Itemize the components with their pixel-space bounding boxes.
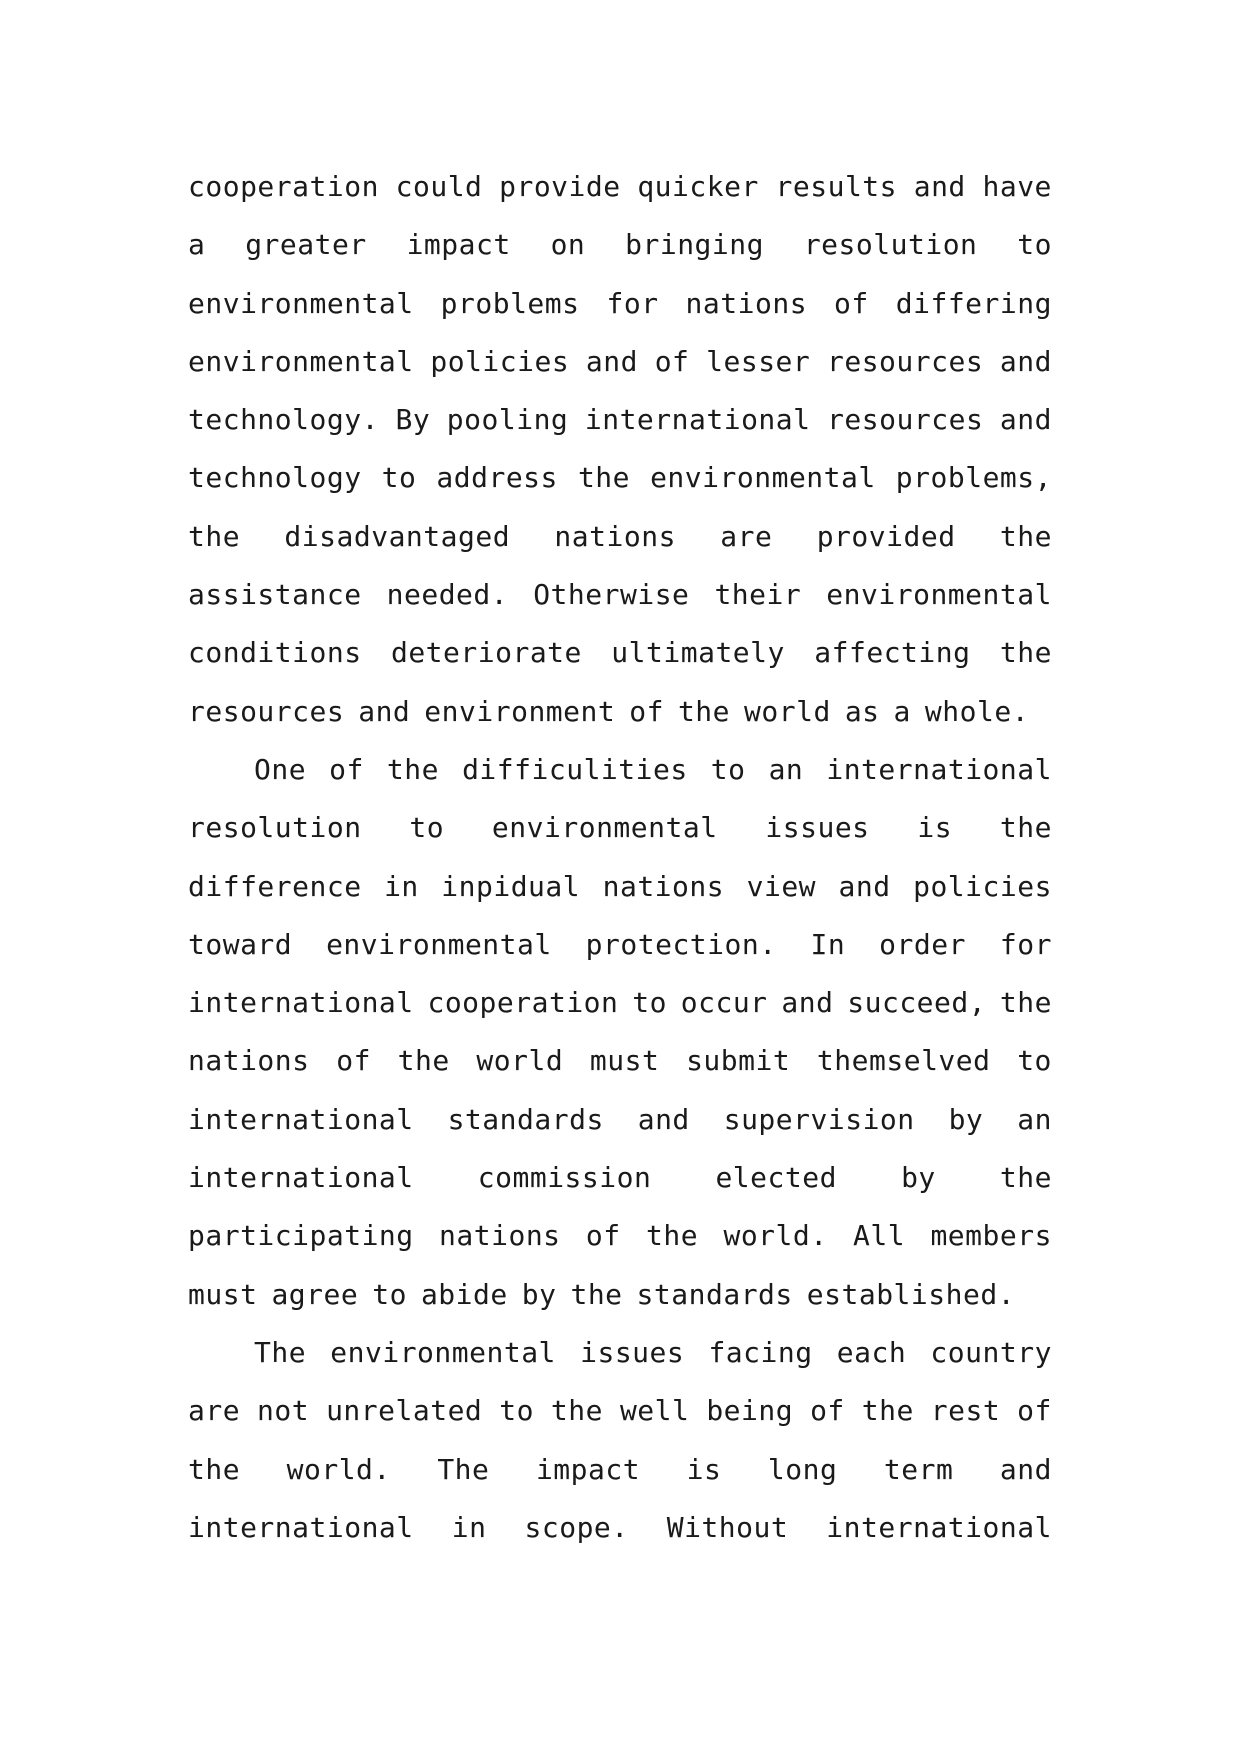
text-line <box>188 1499 1052 1557</box>
word: environment <box>424 694 616 728</box>
word: environmental <box>650 461 876 495</box>
word: and <box>637 1102 690 1136</box>
word: resolution <box>803 228 978 262</box>
word: The <box>437 1452 490 1486</box>
word: commission <box>477 1161 652 1195</box>
word: international <box>188 986 414 1020</box>
word: standards <box>636 1277 793 1311</box>
text-line <box>188 799 1052 857</box>
word: provided <box>816 519 956 553</box>
word: results <box>775 170 898 203</box>
word: a <box>188 228 206 262</box>
word: themselved <box>816 1044 991 1078</box>
text-line <box>188 508 1052 566</box>
word: protection. <box>585 927 777 961</box>
word: the <box>570 1277 623 1311</box>
word: ultimately <box>611 636 785 670</box>
word: by <box>901 1161 936 1195</box>
word: to <box>632 986 667 1020</box>
word: needed. <box>386 578 509 612</box>
word: international <box>826 752 1052 786</box>
word: quicker <box>637 170 759 203</box>
word: In <box>810 927 846 961</box>
word: environmental <box>330 1335 556 1369</box>
word: resources <box>188 694 345 728</box>
word: technology <box>188 461 362 495</box>
word: resources <box>826 344 984 378</box>
word: standards <box>447 1102 604 1136</box>
word: rest <box>930 1394 1001 1428</box>
word: and <box>358 694 411 728</box>
word: and <box>999 1452 1052 1486</box>
word: to <box>1017 228 1052 262</box>
word: world <box>476 1044 564 1078</box>
word: By <box>395 403 431 437</box>
word: of <box>585 1219 621 1253</box>
text-line <box>188 1266 1052 1324</box>
word: succeed, <box>847 986 987 1020</box>
text-line <box>188 741 1052 799</box>
word: of <box>629 694 664 728</box>
word: affecting <box>814 636 971 670</box>
word: impact <box>406 228 511 262</box>
word: the <box>577 461 631 495</box>
word: is <box>917 811 953 845</box>
word: resolution <box>188 811 362 845</box>
word: conditions <box>188 636 362 670</box>
text-line <box>188 275 1052 333</box>
word: nations <box>554 519 676 553</box>
word: toward <box>188 927 293 961</box>
word: All <box>853 1219 906 1253</box>
word: the <box>677 694 731 728</box>
word: in <box>451 1510 487 1544</box>
word: unrelated <box>326 1394 483 1428</box>
word: deteriorate <box>390 636 582 670</box>
text-line <box>188 974 1052 1032</box>
word: their <box>714 578 802 612</box>
word: of <box>654 344 690 378</box>
word: and <box>999 344 1052 378</box>
word: to <box>710 752 746 786</box>
word: the <box>999 1161 1052 1195</box>
word: The <box>254 1335 307 1369</box>
word: to <box>499 1394 534 1428</box>
word: established. <box>806 1277 1016 1311</box>
word: is <box>686 1452 722 1486</box>
word: are <box>188 1394 241 1428</box>
word: world. <box>286 1452 391 1486</box>
text-line <box>188 1091 1052 1149</box>
word: being <box>706 1394 794 1428</box>
word: country <box>930 1335 1052 1369</box>
word: problems, <box>895 461 1052 495</box>
text-line <box>188 1207 1052 1265</box>
word: to <box>372 1277 407 1311</box>
word: participating <box>188 1219 414 1253</box>
word: to <box>409 811 445 845</box>
word: in <box>384 869 419 903</box>
body-text <box>188 158 1052 1557</box>
text-line <box>188 216 1052 274</box>
word: abide <box>420 1277 508 1311</box>
word: must <box>188 1277 258 1311</box>
word: of <box>810 1394 845 1428</box>
text-line <box>188 566 1052 624</box>
word: an <box>768 752 804 786</box>
word: agree <box>271 1277 359 1311</box>
word: are <box>720 519 773 553</box>
word: each <box>836 1335 907 1369</box>
word: supervision <box>723 1102 915 1136</box>
word: differing <box>895 286 1052 320</box>
word: impact <box>535 1452 641 1486</box>
word: world. <box>723 1219 828 1253</box>
word: international <box>188 1510 414 1544</box>
text-line <box>188 916 1052 974</box>
text-line <box>188 624 1052 682</box>
word: issues <box>765 811 870 845</box>
word: nations <box>188 1044 310 1078</box>
word: the <box>999 986 1052 1020</box>
word: the <box>550 1394 603 1428</box>
word: international <box>188 1161 414 1195</box>
word: Without <box>666 1510 789 1544</box>
word: term <box>883 1452 954 1486</box>
word: greater <box>245 228 367 262</box>
word: not <box>257 1394 310 1428</box>
word: technology. <box>188 403 379 437</box>
text-line <box>188 1324 1052 1382</box>
word: the <box>188 519 241 553</box>
word: the <box>386 752 439 786</box>
word: as <box>844 694 880 728</box>
word: by <box>948 1102 984 1136</box>
word: difficulities <box>462 752 688 786</box>
word: elected <box>715 1161 837 1195</box>
word: on <box>550 228 586 262</box>
word: the <box>999 811 1052 845</box>
text-line <box>188 333 1052 391</box>
text-line <box>188 1032 1052 1090</box>
word: Otherwise <box>533 578 690 612</box>
text-line <box>188 391 1052 449</box>
word: and <box>585 344 638 378</box>
word: and <box>913 170 966 203</box>
word: and <box>838 869 891 903</box>
word: an <box>1017 1102 1052 1136</box>
word: the <box>646 1219 699 1253</box>
word: must <box>589 1044 660 1078</box>
word: scope. <box>524 1510 629 1544</box>
word: provide <box>499 170 621 203</box>
word: nations <box>685 286 808 320</box>
word: cooperation <box>427 986 619 1020</box>
word: have <box>982 170 1052 203</box>
word: long <box>767 1452 838 1486</box>
text-line <box>188 449 1052 507</box>
word: nations <box>602 869 725 903</box>
word: pooling <box>446 403 569 437</box>
word: to <box>1017 1044 1052 1078</box>
word: the <box>861 1394 914 1428</box>
word: members <box>930 1219 1052 1253</box>
word: facing <box>708 1335 813 1369</box>
word: difference <box>188 869 362 903</box>
word: a <box>893 694 911 728</box>
word: well <box>619 1394 690 1428</box>
word: international <box>584 403 811 437</box>
word: for <box>999 927 1052 961</box>
word: the <box>397 1044 450 1078</box>
text-line <box>188 1441 1052 1499</box>
word: international <box>188 1102 414 1136</box>
word: environmental <box>188 344 414 378</box>
word: issues <box>580 1335 685 1369</box>
word: environmental <box>188 286 414 320</box>
word: international <box>826 1510 1052 1544</box>
word: cooperation <box>188 170 379 203</box>
word: lesser <box>706 344 811 378</box>
word: policies <box>913 869 1052 903</box>
word: of <box>834 286 869 320</box>
word: policies <box>430 344 570 378</box>
word: assistance <box>188 578 362 612</box>
word: of <box>329 752 364 786</box>
word: world <box>744 694 831 728</box>
word: submit <box>686 1044 791 1078</box>
word: environmental <box>826 578 1052 612</box>
word: the <box>999 636 1052 670</box>
word: inpidual <box>441 869 581 903</box>
word: problems <box>440 286 580 320</box>
word: and <box>781 986 834 1020</box>
word: could <box>395 170 483 203</box>
word: of <box>1017 1394 1052 1428</box>
word: resources <box>827 403 984 437</box>
word: environmental <box>491 811 718 845</box>
word: and <box>999 403 1052 437</box>
word: by <box>521 1277 557 1311</box>
word: disadvantaged <box>284 519 511 553</box>
word: for <box>606 286 659 320</box>
word: occur <box>680 986 768 1020</box>
word: order <box>879 927 966 961</box>
text-line <box>188 158 1052 216</box>
text-line <box>188 858 1052 916</box>
word: view <box>746 869 817 903</box>
word: address <box>436 461 558 495</box>
text-line <box>188 1382 1052 1440</box>
word: nations <box>439 1219 561 1253</box>
text-line <box>188 1149 1052 1207</box>
word: to <box>381 461 417 495</box>
word: of <box>336 1044 371 1078</box>
word: bringing <box>625 228 764 262</box>
word: environmental <box>326 927 552 961</box>
word: One <box>254 752 307 786</box>
word: the <box>188 1452 241 1486</box>
text-line <box>188 683 1052 741</box>
word: whole. <box>924 694 1030 728</box>
word: the <box>999 519 1052 553</box>
